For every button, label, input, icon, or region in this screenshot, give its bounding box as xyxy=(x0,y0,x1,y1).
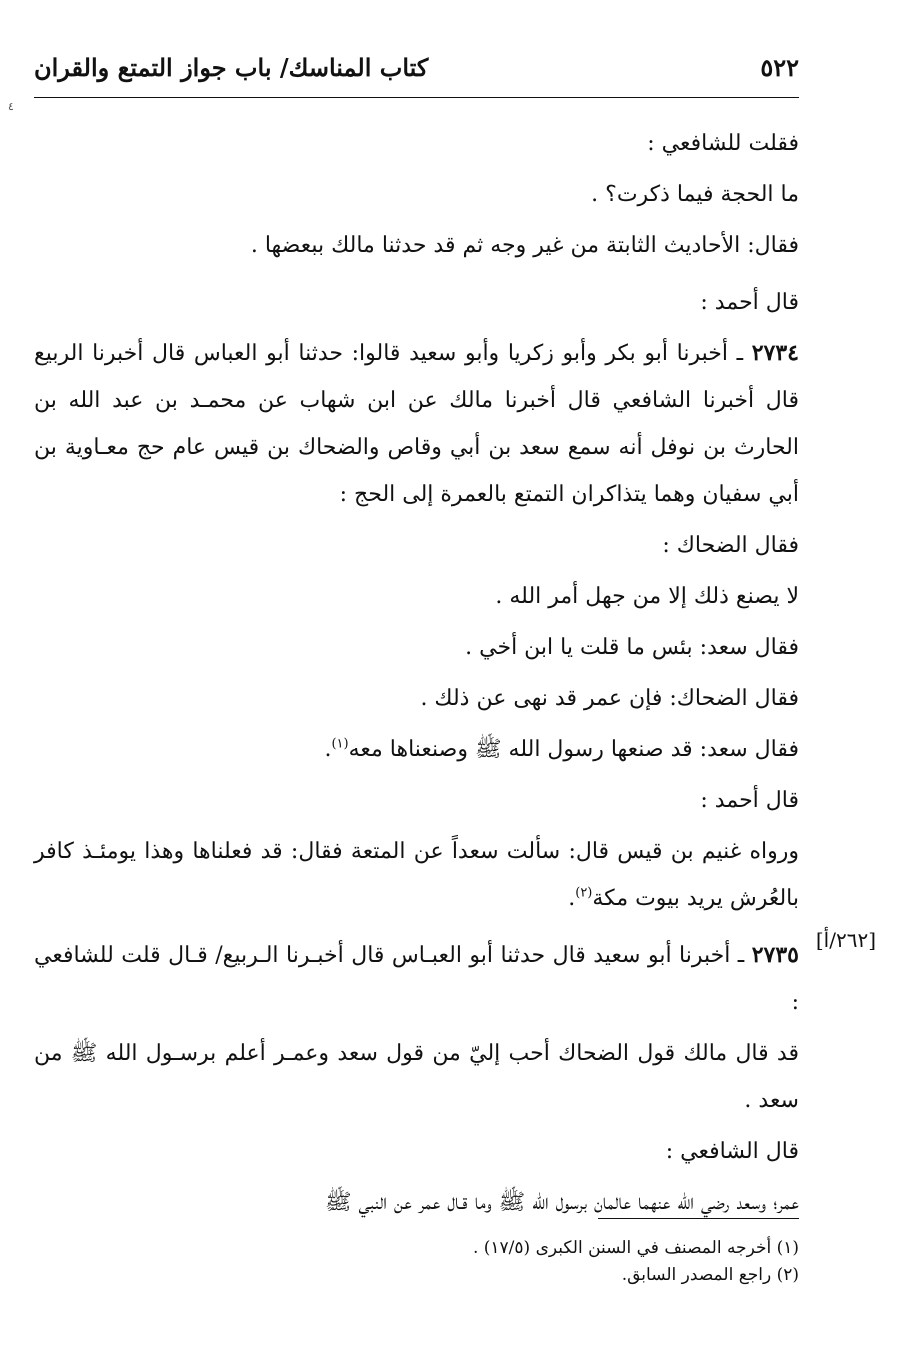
hadith-dash: ـ xyxy=(728,341,752,366)
page-number: ٥٢٢ xyxy=(760,53,799,82)
footnotes xyxy=(34,1235,799,1289)
page-header xyxy=(34,48,799,88)
footnote-marker: (١) xyxy=(331,736,349,752)
paragraph: قال أحمد : xyxy=(700,290,799,315)
edge-mark: ٤ xyxy=(8,100,14,113)
footnote-marker: (٢) xyxy=(575,885,593,901)
paragraph: لا يصنع ذلك إلا من جهل أمر الله . xyxy=(495,584,799,609)
paragraph: فقال الضحاك : xyxy=(662,533,799,558)
margin-manuscript-reference: [٢٦٢/أ] xyxy=(815,928,876,952)
footnote: (٢) راجع المصدر السابق. xyxy=(621,1265,799,1285)
hadith-paragraph xyxy=(34,330,799,518)
sentence-end: . xyxy=(324,737,332,762)
paragraph: فقال: الأحاديث الثابتة من غير وجه ثم قد حدثنا مالك ببعضها . xyxy=(250,233,799,258)
footnote: (١) أخرجه المصنف في السنن الكبرى (١٧/٥) . xyxy=(472,1238,799,1258)
hadith-text: أخبرنا أبو بكر وأبو زكريا وأبو سعيد قالوا: حدثنا أبو العباس قال أخبرنا الربيع قال أخبرنا الشافعي قال أخبرنا مالك عن ابن شهاب عن محمـد بن عبد الله بن الحارث بن نوفل أنه سمع سعد بن أبي وقاص والضحاك بن قيس عام حج معـاوية بن أبي سفيان وهما يتذاكران التمتع بالعمرة إلى الحج : xyxy=(34,341,799,507)
paragraph: قال الشافعي : xyxy=(665,1139,799,1164)
header-rule xyxy=(34,97,799,98)
paragraph: فقال سعد: بئس ما قلت يا ابن أخي . xyxy=(465,635,799,660)
paragraph xyxy=(34,726,799,773)
paragraph: قال أحمد : xyxy=(700,788,799,813)
paragraph: ما الحجة فيما ذكرت؟ . xyxy=(591,182,799,207)
hadith-number: ٢٧٣٥ xyxy=(751,942,799,968)
paragraph: قد قال مالك قول الضحاك أحب إليّ من قول سعد وعمـر أعلم برسـول الله ﷺ من سعد . xyxy=(34,1041,799,1113)
paragraph xyxy=(34,828,799,922)
hadith-paragraph xyxy=(34,932,799,1026)
main-text xyxy=(34,120,799,1230)
hadith-dash: ـ xyxy=(730,943,752,968)
hadith-text: أخبرنا أبو سعيد قال حدثنا أبو العبـاس قال أخبـرنا الـربيع/ قـال قلت للشافعي : xyxy=(34,943,799,1015)
paragraph-text: ورواه غنيم بن قيس قال: سألت سعداً عن المتعة فقال: قد فعلناها وهذا يومئـذ كافر بالعُرش يريد بيوت مكة xyxy=(34,839,799,911)
footnote-rule xyxy=(598,1218,799,1219)
paragraph: فقال الضحاك: فإن عمر قد نهى عن ذلك . xyxy=(420,686,799,711)
sentence-end: . xyxy=(568,886,576,911)
paragraph-text: فقال سعد: قد صنعها رسول الله ﷺ وصنعناها معه xyxy=(348,737,799,762)
running-title: كتاب المناسك/ باب جواز التمتع والقران xyxy=(34,53,429,82)
hadith-number: ٢٧٣٤ xyxy=(751,340,799,366)
paragraph: عمر؛ وسعد رضي الله عنهما عالمان برسول الله ﷺ وما قـال عمر عن النبي ﷺ xyxy=(324,1190,799,1215)
paragraph: فقلت للشافعي : xyxy=(647,131,799,156)
